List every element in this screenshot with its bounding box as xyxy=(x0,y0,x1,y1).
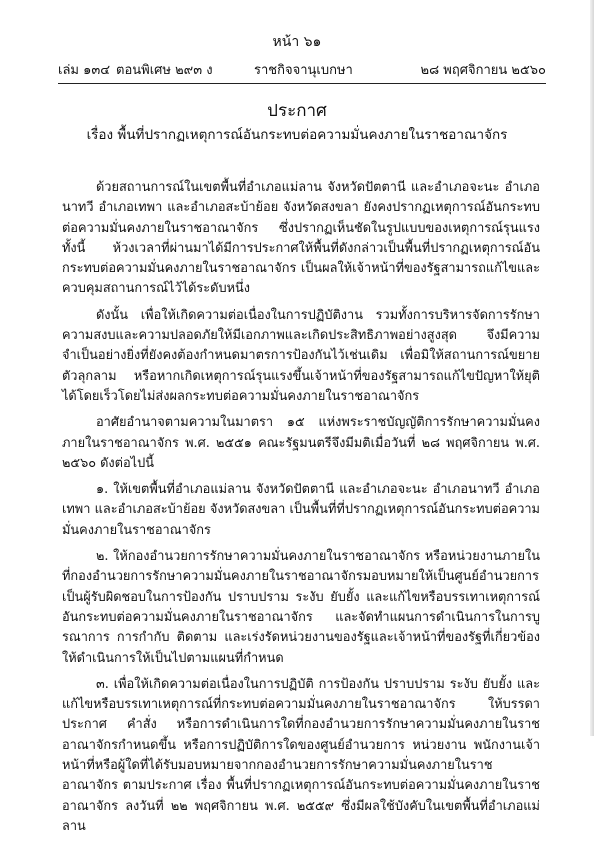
volume-number: เล่ม ๑๓๔ xyxy=(58,63,111,78)
clause-3: ๓. เพื่อให้เกิดความต่อเนื่องในการปฏิบัติ การป้องกัน ปราบปราม ระงับ ยับยั้ง และแก้ไขหรือบรรเทาเหตุการณ์ที่กระทบต่อความมั่นคงภายในราชอาณาจักร ให้บรรดาประกาศ คำสั่ง หรือการดำเนินการใดที่กองอำนวยการรักษาความมั่นคงภายในราชอาณาจักรกำหนดขึ้น หรือการปฏิบัติการใดของศูนย์อำนวยการ หน่วยงาน พนักงานเจ้าหน้าที่หรือผู้ใดที่ได้รับมอบหมายจากกองอำนวยการรักษาความมั่นคงภายในราชอาณาจักร ตามประกาศ เรื่อง พื้นที่ปรากฏเหตุการณ์อันกระทบต่อความมั่นคงภายในราชอาณาจักร ลงวันที่ ๒๒ พฤศจิกายน พ.ศ. ๒๕๕๙ ซึ่งมีผลใช้บังคับในเขตพื้นที่อำเภอแม่ลาน xyxy=(62,676,540,834)
gazette-name: ราชกิจจานุเบกษา xyxy=(254,63,353,78)
header-divider xyxy=(58,83,546,84)
paragraph-authority: อาศัยอำนาจตามความในมาตรา ๑๕ แห่งพระราชบัญญัติการรักษาความมั่นคงภายในราชอาณาจักร พ.ศ. ๒๕๕๑ คณะรัฐมนตรีจึงมีมติเมื่อวันที่ ๒๘ พฤศจิกายน พ.ศ. ๒๕๖๐ ดังต่อไปนี้ xyxy=(62,415,540,471)
paragraph-background: ด้วยสถานการณ์ในเขตพื้นที่อำเภอแม่ลาน จังหวัดปัตตานี และอำเภอจะนะ อำเภอนาทวี อำเภอเทพา และอำเภอสะบ้าย้อย จังหวัดสงขลา ยังคงปรากฏเหตุการณ์อันกระทบต่อความมั่นคงภายในราชอาณาจักร ซึ่งปรากฏเห็นชัดในรูปแบบของเหตุการณ์รุนแรง ทั้งนี้ ห้วงเวลาที่ผ่านมาได้มีการประกาศให้พื้นที่ดังกล่าวเป็นพื้นที่ปรากฏเหตุการณ์อันกระทบต่อความมั่นคงภายในราชอาณาจักร เป็นผลให้เจ้าหน้าที่ของรัฐสามารถแก้ไขและควบคุมสถานการณ์ไว้ได้ระดับหนึ่ง xyxy=(62,180,540,297)
page-number: หน้า ๖๑ xyxy=(272,34,322,50)
document-title: ประกาศ xyxy=(267,101,327,121)
paragraph-rationale: ดังนั้น เพื่อให้เกิดความต่อเนื่องในการปฏิบัติงาน รวมทั้งการบริหารจัดการรักษาความสงบและความปลอดภัยให้มีเอกภาพและเกิดประสิทธิภาพอย่างสูงสุด จึงมีความจำเป็นอย่างยิ่งที่ยังคงต้องกำหนดมาตรการป้องกันไว้เช่นเดิม เพื่อมิให้สถานการณ์ขยายตัวลุกลาม หรือหากเกิดเหตุการณ์รุนแรงขึ้นเจ้าหน้าที่ของรัฐสามารถแก้ไขปัญหาให้ยุติได้โดยเร็วโดยไม่ส่งผลกระทบต่อความมั่นคงภายในราชอาณาจักร xyxy=(62,307,540,404)
clause-1: ๑. ให้เขตพื้นที่อำเภอแม่ลาน จังหวัดปัตตานี และอำเภอจะนะ อำเภอนาทวี อำเภอเทพา และอำเภอสะบ้าย้อย จังหวัดสงขลา เป็นพื้นที่ที่ปรากฏเหตุการณ์อันกระทบต่อความมั่นคงภายในราชอาณาจักร xyxy=(62,482,540,538)
special-issue-number: ตอนพิเศษ ๒๙๓ ง xyxy=(116,63,213,78)
document-subject: เรื่อง พื้นที่ปรากฏเหตุการณ์อันกระทบต่อความมั่นคงภายในราชอาณาจักร xyxy=(86,127,508,143)
clause-2: ๒. ให้กองอำนวยการรักษาความมั่นคงภายในราชอาณาจักร หรือหน่วยงานภายในที่กองอำนวยการรักษาความมั่นคงภายในราชอาณาจักรมอบหมายให้เป็นศูนย์อำนวยการเป็นผู้รับผิดชอบในการป้องกัน ปราบปราม ระงับ ยับยั้ง และแก้ไขหรือบรรเทาเหตุการณ์อันกระทบต่อความมั่นคงภายในราชอาณาจักร และจัดทำแผนการดำเนินการในการบูรณาการ การกำกับ ติดตาม และเร่งรัดหน่วยงานของรัฐและเจ้าหน้าที่ของรัฐที่เกี่ยวข้อง ให้ดำเนินการให้เป็นไปตามแผนที่กำหนด xyxy=(62,549,540,666)
document-body xyxy=(62,178,540,843)
issue-date: ๒๘ พฤศจิกายน ๒๕๖๐ xyxy=(420,63,546,78)
